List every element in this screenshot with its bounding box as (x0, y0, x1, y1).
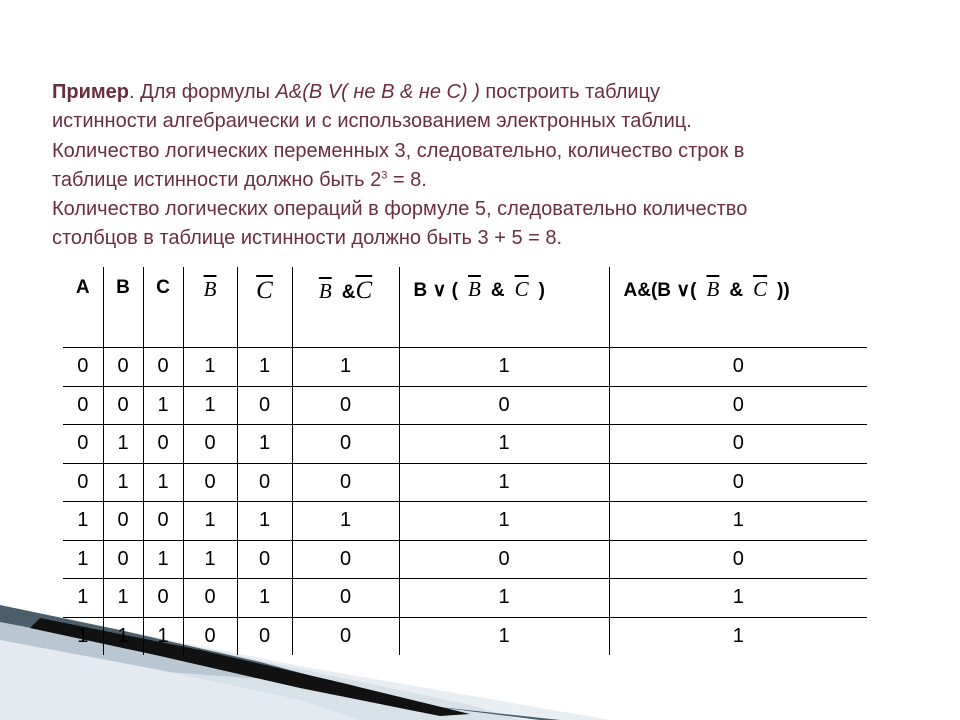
not-b-symbol: $\overline{B}$ (203, 277, 217, 301)
cell-and: 0 (292, 463, 399, 502)
header-and (292, 267, 399, 348)
cell-result: 1 (732, 624, 744, 647)
cell-and: 1 (292, 502, 399, 541)
cell-result: 1 (609, 579, 867, 618)
cell-b: 0 (103, 502, 143, 541)
cell-not-c: 0 (237, 617, 292, 655)
cell-c: 1 (143, 617, 183, 655)
table-row (63, 425, 867, 464)
truth-table-body (63, 348, 867, 656)
or-amp: & (490, 280, 505, 301)
cell-and: 0 (292, 617, 399, 655)
cell-result: 1 (609, 502, 867, 541)
cell-b: 1 (103, 579, 143, 618)
res-not-b: $\overline{B}$ (706, 277, 720, 301)
table-row (63, 540, 867, 579)
cell-and: 0 (292, 579, 399, 618)
cell-not-c: 1 (237, 502, 292, 541)
cell-a: 0 (63, 348, 103, 387)
line-1-b: построить таблицу (479, 81, 661, 103)
or-suffix: ) (538, 280, 545, 301)
cell-not-c: 0 (237, 540, 292, 579)
not-c-symbol: $\overline{C}$ (256, 277, 273, 304)
cell-b: 1 (103, 463, 143, 502)
cell-not-c: 0 (237, 386, 292, 425)
cell-not-b: 0 (183, 463, 237, 502)
and-not-c: $\overline{C}$ (355, 277, 373, 304)
cell-a: 0 (63, 386, 103, 425)
or-not-c: $\overline{C}$ (514, 277, 529, 301)
cell-c: 1 (143, 540, 183, 579)
line-6: столбцов в таблице истинности должно быть 3 + 5 = 8. (52, 227, 563, 250)
cell-not-c: 1 (237, 425, 292, 464)
cell-or: 1 (399, 463, 609, 502)
cell-b: 1 (103, 425, 143, 464)
cell-result: 0 (609, 540, 867, 579)
cell-not-b: 1 (183, 540, 237, 579)
cell-c: 0 (143, 579, 183, 618)
cell-not-b: 1 (183, 348, 237, 387)
line-4-b: = 8. (387, 168, 427, 191)
header-result (609, 267, 867, 348)
cell-not-c: 0 (237, 463, 292, 502)
cell-or: 0 (399, 540, 609, 579)
cell-not-c: 1 (237, 579, 292, 618)
cell-a: 0 (63, 463, 103, 502)
header-b: B (103, 267, 143, 348)
table-row (63, 579, 867, 618)
table-row (63, 386, 867, 425)
cell-or: 1 (399, 348, 609, 387)
or-not-b: $\overline{B}$ (468, 277, 481, 301)
res-amp: & (729, 280, 744, 301)
header-a: A (63, 267, 103, 348)
cell-c: 1 (143, 463, 183, 502)
table-row (63, 502, 867, 541)
cell-not-b: 0 (183, 617, 237, 655)
cell-not-b: 1 (183, 502, 237, 541)
cell-result: 0 (609, 348, 867, 387)
line-1 (52, 78, 922, 107)
and-amp: & (341, 282, 356, 303)
cell-b: 0 (103, 386, 143, 425)
truth-table (63, 267, 867, 655)
header-c: C (143, 267, 183, 348)
cell-not-b: 0 (183, 579, 237, 618)
cell-or: 1 (399, 617, 609, 655)
cell-result: 0 (609, 463, 867, 502)
exponent: 3 (381, 169, 388, 182)
res-suffix: )) (777, 280, 790, 301)
cell-or: 0 (399, 386, 609, 425)
cell-c: 0 (143, 348, 183, 387)
line-4-a: таблице истинности должно быть 2 (52, 168, 382, 191)
cell-or: 1 (399, 502, 609, 541)
and-not-b: $\overline{B}$ (318, 279, 332, 303)
header-not-c (237, 267, 292, 348)
cell-and: 0 (292, 540, 399, 579)
cell-or: 1 (399, 579, 609, 618)
cell-b: 0 (103, 348, 143, 387)
res-not-c: $\overline{C}$ (753, 277, 768, 301)
cell-a: 1 (63, 502, 103, 541)
cell-c: 1 (143, 386, 183, 425)
cell-and: 0 (292, 386, 399, 425)
description-text (52, 78, 922, 254)
line-4 (52, 166, 922, 195)
cell-a: 1 (63, 540, 103, 579)
cell-not-b: 1 (183, 386, 237, 425)
or-prefix: B ∨ ( (413, 280, 459, 301)
cell-and: 1 (292, 348, 399, 387)
table-row (63, 348, 867, 387)
cell-b: 1 (103, 617, 143, 655)
res-prefix: A&(B ∨( (623, 280, 697, 301)
table-row (63, 463, 867, 502)
line-3: Количество логических переменных 3, следовательно, количество строк в (52, 139, 745, 162)
cell-or: 1 (399, 425, 609, 464)
table-row (63, 617, 867, 655)
cell-c: 0 (143, 502, 183, 541)
header-or (399, 267, 609, 348)
cell-not-b: 0 (183, 425, 237, 464)
cell-result: 0 (609, 386, 867, 425)
line-5: Количество логических операций в формуле 5, следовательно количество (52, 198, 748, 221)
cell-a: 1 (63, 617, 103, 655)
cell-not-c: 1 (237, 348, 292, 387)
cell-a: 0 (63, 425, 103, 464)
cell-b: 0 (103, 540, 143, 579)
header-not-b (183, 267, 237, 348)
cell-a: 1 (63, 579, 103, 618)
line-2: истинности алгебраически и с использованием электронных таблиц. (52, 110, 692, 133)
cell-c: 0 (143, 425, 183, 464)
cell-and: 0 (292, 425, 399, 464)
example-label: Пример (52, 81, 130, 103)
line-1-a: . Для формулы (129, 81, 276, 103)
header-row (63, 267, 867, 348)
cell-result: 0 (609, 425, 867, 464)
formula: A&(B V( не B & не C) ) (275, 81, 480, 103)
